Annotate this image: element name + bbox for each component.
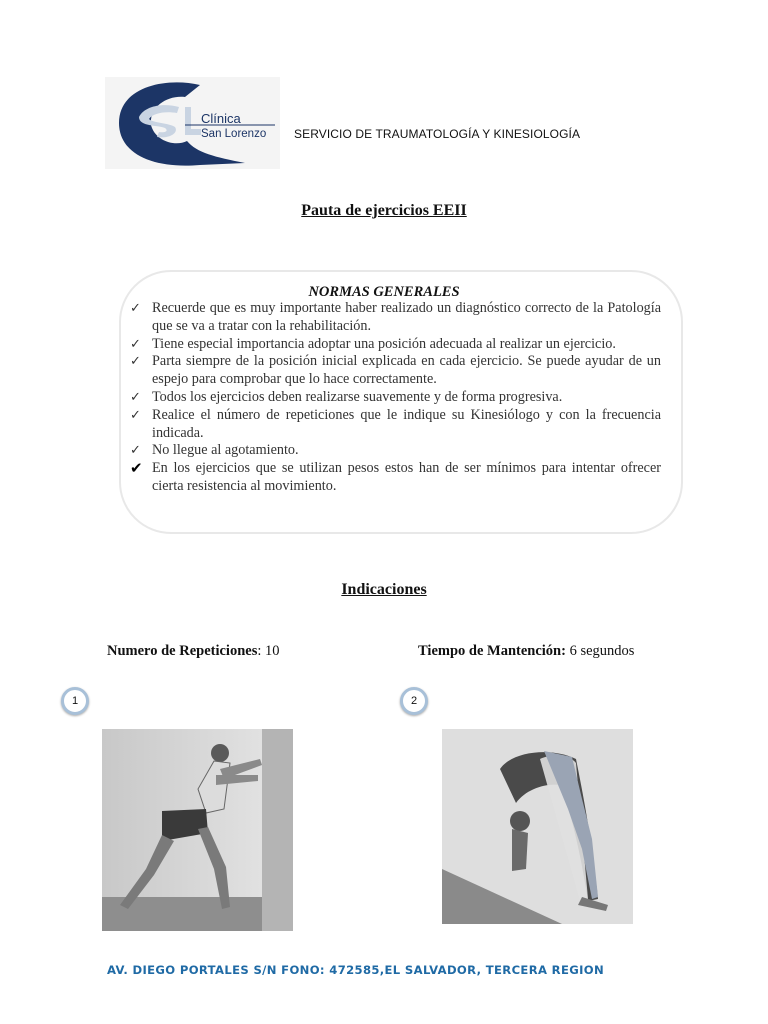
logo-text-line1: Clínica (201, 111, 241, 126)
document-title: Pauta de ejercicios EEII (301, 202, 467, 219)
exercise-2-illustration (442, 729, 633, 924)
list-item (130, 353, 661, 389)
check-icon: ✓ (130, 354, 141, 370)
exercise-1-illustration (102, 729, 293, 931)
clinic-logo (105, 77, 280, 169)
service-title: SERVICIO DE TRAUMATOLOGÍA Y KINESIOLOGÍA (294, 127, 581, 141)
exercise-number-badge: 1 (61, 687, 89, 715)
check-icon: ✓ (130, 301, 141, 316)
list-item (130, 336, 661, 354)
rule-text: Realice el número de repeticiones que le indique su Kinesiólogo y con la frecuencia indicada. (152, 406, 661, 441)
rule-text: No llegue al agotamiento. (152, 442, 299, 459)
repetitions-value: 10 (265, 643, 280, 659)
hold-time-info (418, 643, 634, 660)
rule-text: Todos los ejercicios deben realizarse suavemente y de forma progresiva. (152, 388, 563, 405)
list-item (130, 442, 661, 460)
logo-text-line2: San Lorenzo (201, 128, 267, 140)
rules-heading: NORMAS GENERALES (308, 284, 460, 300)
hold-time-value: 6 segundos (569, 643, 635, 659)
indications-title: Indicaciones (341, 581, 427, 598)
rule-text: Recuerde que es muy importante haber realizado un diagnóstico correcto de la Patología que se va a tratar con la rehabilitación. (152, 300, 661, 334)
rule-text: Parta siempre de la posición inicial explicada en cada ejercicio. Se puede ayudar de un espejo para comprobar que lo hace correctamente. (152, 353, 661, 388)
rules-list (130, 300, 661, 496)
wall-calf-stretch-photo (102, 729, 293, 931)
rule-text: Tiene especial importancia adoptar una posición adecuada al realizar un ejercicio. (152, 335, 616, 352)
exercise-number-badge: 2 (400, 687, 428, 715)
list-item (130, 300, 661, 336)
repetitions-info (107, 643, 280, 660)
rule-text: En los ejercicios que se utilizan pesos estos han de ser mínimos para intentar ofrecer cierta resistencia al movimiento. (152, 460, 661, 494)
check-bold-icon: ✔ (130, 459, 143, 478)
footer-address: AV. DIEGO PORTALES S/N FONO: 472585,EL SALVADOR, TERCERA REGION (107, 963, 605, 977)
repetitions-sep: : (257, 643, 266, 659)
check-icon: ✓ (130, 336, 141, 352)
forward-bend-hamstring-stretch-photo (442, 729, 633, 924)
check-icon: ✓ (130, 443, 141, 459)
clinic-logo-graphic (105, 77, 280, 169)
check-icon: ✓ (130, 389, 141, 405)
list-item (130, 389, 661, 407)
repetitions-label: Numero de Repeticiones (107, 643, 258, 659)
check-icon: ✓ (130, 407, 141, 423)
hold-time-label: Tiempo de Mantención: (418, 643, 566, 659)
list-item (130, 407, 661, 443)
list-item (130, 460, 661, 496)
